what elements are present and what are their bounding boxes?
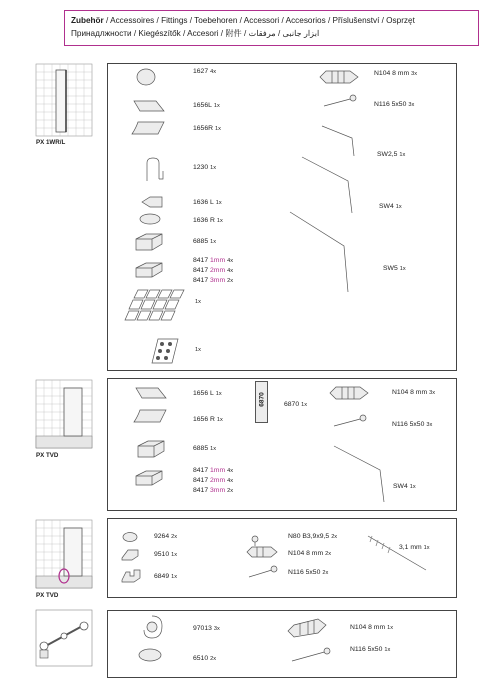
item-n116-2: N116 5x50 3x bbox=[392, 421, 433, 428]
item-pad-grid: 1x bbox=[195, 299, 201, 305]
dowel-icon bbox=[245, 544, 279, 560]
bumper-icon bbox=[122, 531, 138, 543]
item-8417-3mm: 8417 3mm 2x bbox=[193, 487, 234, 494]
item-8417-1mm: 8417 1mm 4x bbox=[193, 467, 234, 474]
item-9264: 9264 2x bbox=[154, 533, 178, 540]
block-6885-icon bbox=[136, 440, 166, 458]
item-n116-1: N116 5x50 3x bbox=[374, 101, 415, 108]
plug-l-icon bbox=[140, 196, 164, 208]
item-8417-2mm: 8417 2mm 4x bbox=[193, 267, 234, 274]
item-6885: 6885 1x bbox=[193, 238, 217, 245]
hex-key-sw5-icon bbox=[288, 210, 362, 296]
item-n116-4: N116 5x50 1x bbox=[350, 646, 391, 653]
dot-pad-icon bbox=[150, 338, 180, 364]
towel-bar-thumb bbox=[36, 610, 92, 666]
item-sw25: SW2,5 1x bbox=[377, 151, 406, 158]
item-8417-3mm: 8417 3mm 2x bbox=[193, 277, 234, 284]
item-6870: 6870 1x bbox=[284, 401, 308, 408]
item-1230: 1230 1x bbox=[193, 164, 217, 171]
item-97013: 97013 3x bbox=[193, 625, 220, 632]
hex-key-sw4-icon bbox=[332, 444, 394, 504]
item-dot-pad: 1x bbox=[195, 347, 201, 353]
item-sw4: SW4 1x bbox=[393, 483, 416, 490]
block-6885-icon bbox=[134, 233, 164, 251]
gasket-l-icon bbox=[132, 386, 168, 400]
item-n116-3: N116 5x50 2x bbox=[288, 569, 329, 576]
item-n80: N80 B3,9x9,5 2x bbox=[288, 533, 338, 540]
item-8417-1mm: 8417 1mm 4x bbox=[193, 257, 234, 264]
item-6885: 6885 1x bbox=[193, 445, 217, 452]
item-n104-3: N104 8 mm 2x bbox=[288, 550, 332, 557]
item-9510: 9510 1x bbox=[154, 551, 178, 558]
section-label-px1wr: PX 1WR/L bbox=[36, 139, 66, 146]
gasket-l-icon bbox=[130, 99, 166, 113]
shower-thumb-pxtvd-1 bbox=[36, 380, 92, 448]
gasket-r-icon bbox=[130, 120, 166, 136]
ring-clip-icon bbox=[140, 614, 164, 642]
item-1656l: 1656 L 1x bbox=[193, 390, 222, 397]
screw-icon bbox=[320, 95, 358, 109]
drill-bit-icon bbox=[366, 534, 430, 574]
item-sw4: SW4 1x bbox=[379, 203, 402, 210]
item-drill-bit: 3,1 mm 1x bbox=[399, 544, 430, 551]
item-n104-2: N104 8 mm 3x bbox=[392, 389, 436, 396]
shower-thumb-px1wr bbox=[36, 64, 92, 136]
item-sw5: SW5 1x bbox=[383, 265, 406, 272]
item-1656l: 1656L 1x bbox=[193, 102, 220, 109]
bar-6870-label: 6870 bbox=[258, 392, 266, 407]
item-8417-2mm: 8417 2mm 4x bbox=[193, 477, 234, 484]
screw-icon bbox=[288, 648, 332, 664]
item-n104-4: N104 8 mm 1x bbox=[350, 624, 394, 631]
cap-icon bbox=[136, 68, 156, 86]
hex-key-sw4-icon bbox=[300, 155, 362, 215]
item-1656r: 1656 R 1x bbox=[193, 416, 223, 423]
dowel-icon bbox=[328, 384, 370, 402]
header-line-2: Принадлжности / Kiegészítők / Accesori / 附件 / ابزار جانبی / مرفقات bbox=[71, 29, 320, 38]
item-1656r: 1656R 1x bbox=[193, 125, 221, 132]
bracket-6849-icon bbox=[120, 568, 142, 584]
header-box bbox=[64, 10, 479, 46]
screw-icon bbox=[245, 566, 279, 580]
gasket-r-icon bbox=[132, 408, 168, 424]
cap-6510-icon bbox=[137, 648, 163, 662]
item-1636l: 1636 L 1x bbox=[193, 199, 222, 206]
item-1627: 1627 4x bbox=[193, 68, 217, 75]
dowel-icon bbox=[286, 617, 328, 639]
plug-r-icon bbox=[138, 212, 162, 226]
screw-icon bbox=[330, 415, 368, 429]
hook-clip-icon bbox=[143, 157, 165, 183]
item-n104-1: N104 8 mm 3x bbox=[374, 70, 418, 77]
bracket-9510-icon bbox=[120, 548, 140, 562]
section-label-pxtvd-1: PX TVD bbox=[36, 452, 59, 459]
item-6849: 6849 1x bbox=[154, 573, 178, 580]
shim-icon bbox=[134, 470, 164, 486]
item-6510: 6510 2x bbox=[193, 655, 217, 662]
header-line-1: Zubehör / Accessoires / Fittings / Toebehoren / Accessori / Accesorios / Příslušenství / Osprzęt bbox=[71, 16, 415, 25]
section-label-pxtvd-2: PX TVD bbox=[36, 592, 59, 599]
shower-thumb-pxtvd-2 bbox=[36, 520, 92, 588]
pad-grid-icon bbox=[126, 289, 186, 323]
item-1636r: 1636 R 1x bbox=[193, 217, 223, 224]
shim-icon bbox=[134, 262, 164, 278]
dowel-icon bbox=[318, 68, 360, 86]
